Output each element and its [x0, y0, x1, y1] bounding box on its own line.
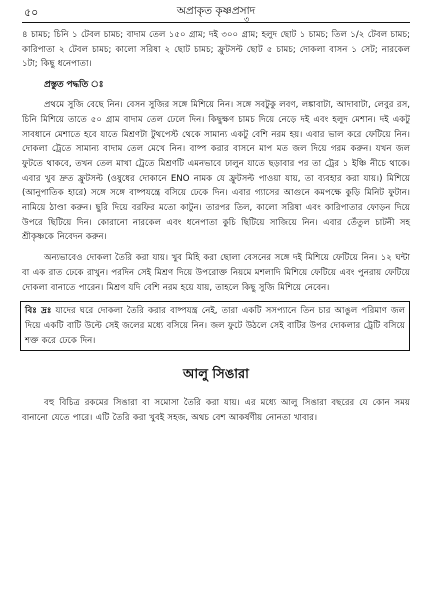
header-mark: ৩ — [244, 15, 250, 24]
page-number: ৫০ — [24, 6, 39, 19]
recipe-title: আলু সিঙারা — [183, 367, 249, 383]
method-paragraph-2: অন্যভাবেও দোকলা তৈরি করা যায়। খুব মিহি করা ছোলা বেসনের সঙ্গে দই মিশিয়ে ফেটিয়ে নিন। ১২ ঘন্টা বা এক রাত ঢেকে রাখুন। পরদিন সেই মিশ্রণ দিয়ে উপরোক্ত নিয়মে মশলাদি মিশিয়ে ফেটিয়ে এবং পুনরায় ফেটিয়ে দোকলা বানাতে পারেন। মিশ্রণ যদি বেশি নরম হয়ে যায়, তাহলে কিছু সুজি মিশিয়ে নেবেন। — [22, 253, 410, 293]
page-header — [22, 0, 410, 23]
note-box — [20, 301, 410, 351]
ingredients-text: ৪ চামচ; চিনি ১ টেবল চামচ; বাদাম তেল ১৫০ গ্রাম; দই ৩০০ গ্রাম; হলুদ ছোট ১ চামচ; তিল ১/২ টেবল চামচ; কারিপাতা ২ টেবল চামচ; কালো সরিষা ২ ছোট চামচ; ফ্রুটসল্ট ছোট ৫ চামচ; দোকলা বাসন ১ সেট; নারকেল ১টা; কিছু ধনেপাতা। — [22, 30, 410, 70]
recipe-intro-paragraph: বহু বিচিত্র রকমের সিঙারা বা সমোসা তৈরি করা যায়। এর মধ্যে আলু সিঙারা বছরের যে কোন সময় বানানো যেতে পারে। এটি তৈরি করা খুবই সহজ, অথচ বেশ আকর্ষণীয় নোনতা খাবার। — [22, 398, 410, 424]
running-title: অপ্রাকৃত কৃষ্ণপ্রসাদ — [176, 5, 256, 17]
method-heading: প্রস্তুত পদ্ধতি ঃ — [44, 80, 104, 91]
note-label: বিঃ দ্রঃ — [25, 306, 52, 317]
note-text: যাদের ঘরে দোকলা তৈরি করার বাষ্পযন্ত্র নেই, তারা একটি সসপ্যানে তিন চার আঙুল পরিমাণ জল দিয়ে একটি বাটি উল্টে সেই জলের মধ্যে বসিয়ে নিন। জল ফুটে উঠলে সেই বাটির উপর দোকলার ট্রেটি বসিয়ে শক্ত করে ঢেকে দিন। — [25, 306, 406, 346]
method-paragraph-1: প্রথমে সুজি বেছে নিন। বেসন সুজির সঙ্গে মিশিয়ে নিন। সঙ্গে সবটুকু লবণ, লঙ্কাবাটা, আদাবাটা, লেবুর রস, চিনি মিশিয়ে তাতে ৫০ গ্রাম বাদাম তেল ঢেলে দিন। কিছুক্ষণ চামচ দিয়ে নেড়ে দই এবং হলুদ মেশান। দই একটু সাবধানে মেশাতে হবে যাতে মিশ্রণটা টুথপেস্ট থেকে সামান্য একটু বেশি নরম হয়। এবার ভাল করে ফেটিয়ে নিন। দোকলা ট্রেতে সামান্য বাদাম তেল মেখে নিন। বাষ্প করার বাসনে মাপ মত জল দিয়ে গরম করুন। যখন জল ফুটতে থাকবে, তখন তেল মাখা ট্রেতে মিশ্রণটি এমনভাবে ঢালুন যাতে ছড়াবার পর তা ট্রের ১ ইঞ্চি নীচে থাকে। এবার খুব দ্রুত ফ্রুটসল্ট (ওষুধের দোকানে ENO নামক যে ফ্রুটসল্ট পাওয়া যায়, তা ব্যবহার করা যায়।) মিশিয়ে (আনুপাতিক হারে) সঙ্গে সঙ্গে বাষ্পযন্ত্রে বসিয়ে ঢেকে দিন। এবার গ্যাসের আগুনে কমপক্ষে কুড়ি মিনিট ফুটান। নামিয়ে ঠাণ্ডা করুন। ছুরি দিয়ে বরফির মতো কাটুন। তারপর তিল, কালো সরিষা এবং কারিপাতার ফোড়ন দিয়ে উপরে ছিটিয়ে দিন। কোরানো নারকেল এবং ধনেপাতা কুচি ছিটিয়ে সাজিয়ে নিন। এবার তেঁতুল চাটনী সহ শ্রীকৃষ্ণকে নিবেদন করুন। — [22, 100, 410, 243]
